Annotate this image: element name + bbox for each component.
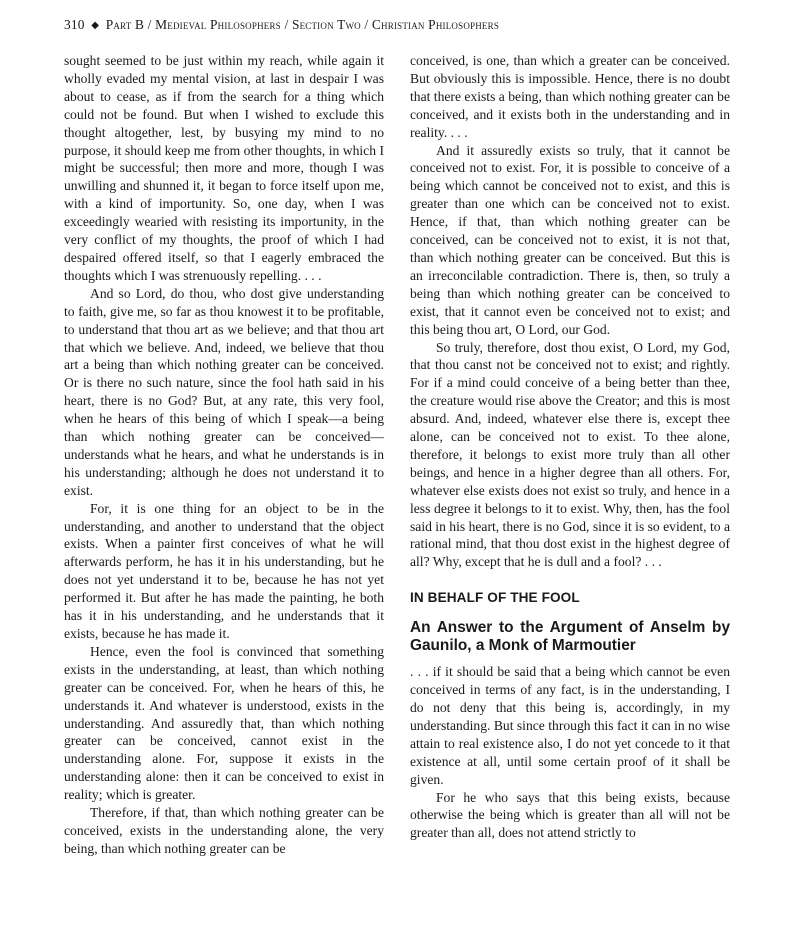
right-column [410,52,730,842]
section-christian: Christian Philosophers [371,17,500,32]
header-separator: / [284,17,289,32]
page-number: 310 [64,17,85,32]
paragraph: Hence, even the fool is convinced that something exists in the understanding, at least, than which nothing greater can be conceived. For, when he hears of this, he understands it. And whatever is understood, exists in the understanding. And assuredly that, than which nothing greater can be conceived, cannot exist in the understanding alone. For, suppose it exists in the understanding alone: then it can be conceived to exist in reality; which is greater. [64,643,384,803]
paragraph: For, it is one thing for an object to be in the understanding, and another to understand that the object exists. When a painter first conceives of what he will afterwards perform, he has it in his understanding, but he does not yet understand it to be, because he has not yet performed it. But after he has made the painting, he both has it in his understanding, and he understands that it exists, because he has made it. [64,500,384,641]
running-header [64,17,744,33]
paragraph: And so Lord, do thou, who dost give understanding to faith, give me, so far as thou knowest it to be profitable, to understand that thou art as we believe; and that thou art that which we believe. And, indeed, we believe that thou art a being than which nothing greater can be conceived. Or is there no such nature, since the fool hath said in his heart, there is no God? But, at any rate, this very fool, when he hears of this being of which I speak—a being than which nothing greater can be conceived—understands what he hears, and what he understands is in his understanding; although he does not understand it to exist. [64,285,384,498]
paragraph: sought seemed to be just within my reach, while again it wholly evaded my mental vision, at last in despair I was about to cease, as if from the search for a thing which could not be found. But when I wished to exclude this thought altogether, lest, by busying my mind to no purpose, it should keep me from other thoughts, in which I might be successful; then more and more, though I was unwilling and shunned it, it began to force itself upon me, with a kind of importunity. So, one day, when I was exceedingly wearied with resisting its importunity, in the very conflict of my thoughts, the proof of which I had despaired offered itself, so that I eagerly embraced the thoughts which I was strenuously repelling. . . . [64,53,384,283]
paragraph: Therefore, if that, than which nothing greater can be conceived, exists in the understanding alone, the very being, than which nothing greater can be [64,805,384,856]
header-separator: / [147,17,152,32]
section-heading: IN BEHALF OF THE FOOL [410,590,580,606]
section-two: Section Two [291,17,361,32]
subheading: An Answer to the Argument of Anselm by Gaunilo, a Monk of Marmoutier [410,619,730,655]
paragraph: So truly, therefore, dost thou exist, O Lord, my God, that thou canst not be conceived not to exist; and rightly. For if a mind could conceive of a being better than thee, the creature would rise above the Creator; and this is most absurd. And, indeed, whatever else there is, except thee alone, can be conceived not to exist. To thee alone, therefore, it belongs to exist more truly than all other beings, and hence in a higher degree than all others. For, whatever else exists does not exist so truly, and hence in a less degree it belongs to it to exist. Why, then, has the fool said in his heart, there is no God, since it is so evident, to a rational mind, that thou dost exist in the highest degree of all? Why, except that he is dull and a fool? . . . [410,339,730,570]
paragraph: For he who says that this being exists, because otherwise the being which is greater than all will not be greater than all, does not attend strictly to [410,789,730,841]
paragraph: And it assuredly exists so truly, that it cannot be conceived not to exist. For, it is possible to conceive of a being which cannot be conceived not to exist, and this is greater than one which can be conceived not to exist. Hence, if that, than which nothing greater can be conceived, can be conceived not to exist, it is not that, than which nothing greater can be conceived. But this is an irreconcilable contradiction. There is, then, so truly a being than which nothing greater can be conceived to exist, that it cannot even be conceived not to exist; and this being thou art, O Lord, our God. [410,142,730,337]
paragraph: conceived, is one, than which a greater can be conceived. But obviously this is impossible. Hence, there is no doubt that there exists a being, than which nothing greater can be conceived, and it exists both in the understanding and in reality. . . . [410,53,730,140]
diamond-bullet-icon: ◆ [91,20,100,31]
header-separator: / [364,17,369,32]
left-column [64,52,384,858]
section-medieval: Medieval Philosophers [155,17,281,32]
paragraph: . . . if it should be said that a being which cannot be even conceived in terms of any fact, is in the understanding, I do not deny that this being is, accordingly, in my understanding. But since through this fact it can in no wise attain to real existence also, I do not yet concede to it that existence at all, until some certain proof of it shall be given. [410,664,730,787]
part-label: Part B [105,17,145,32]
